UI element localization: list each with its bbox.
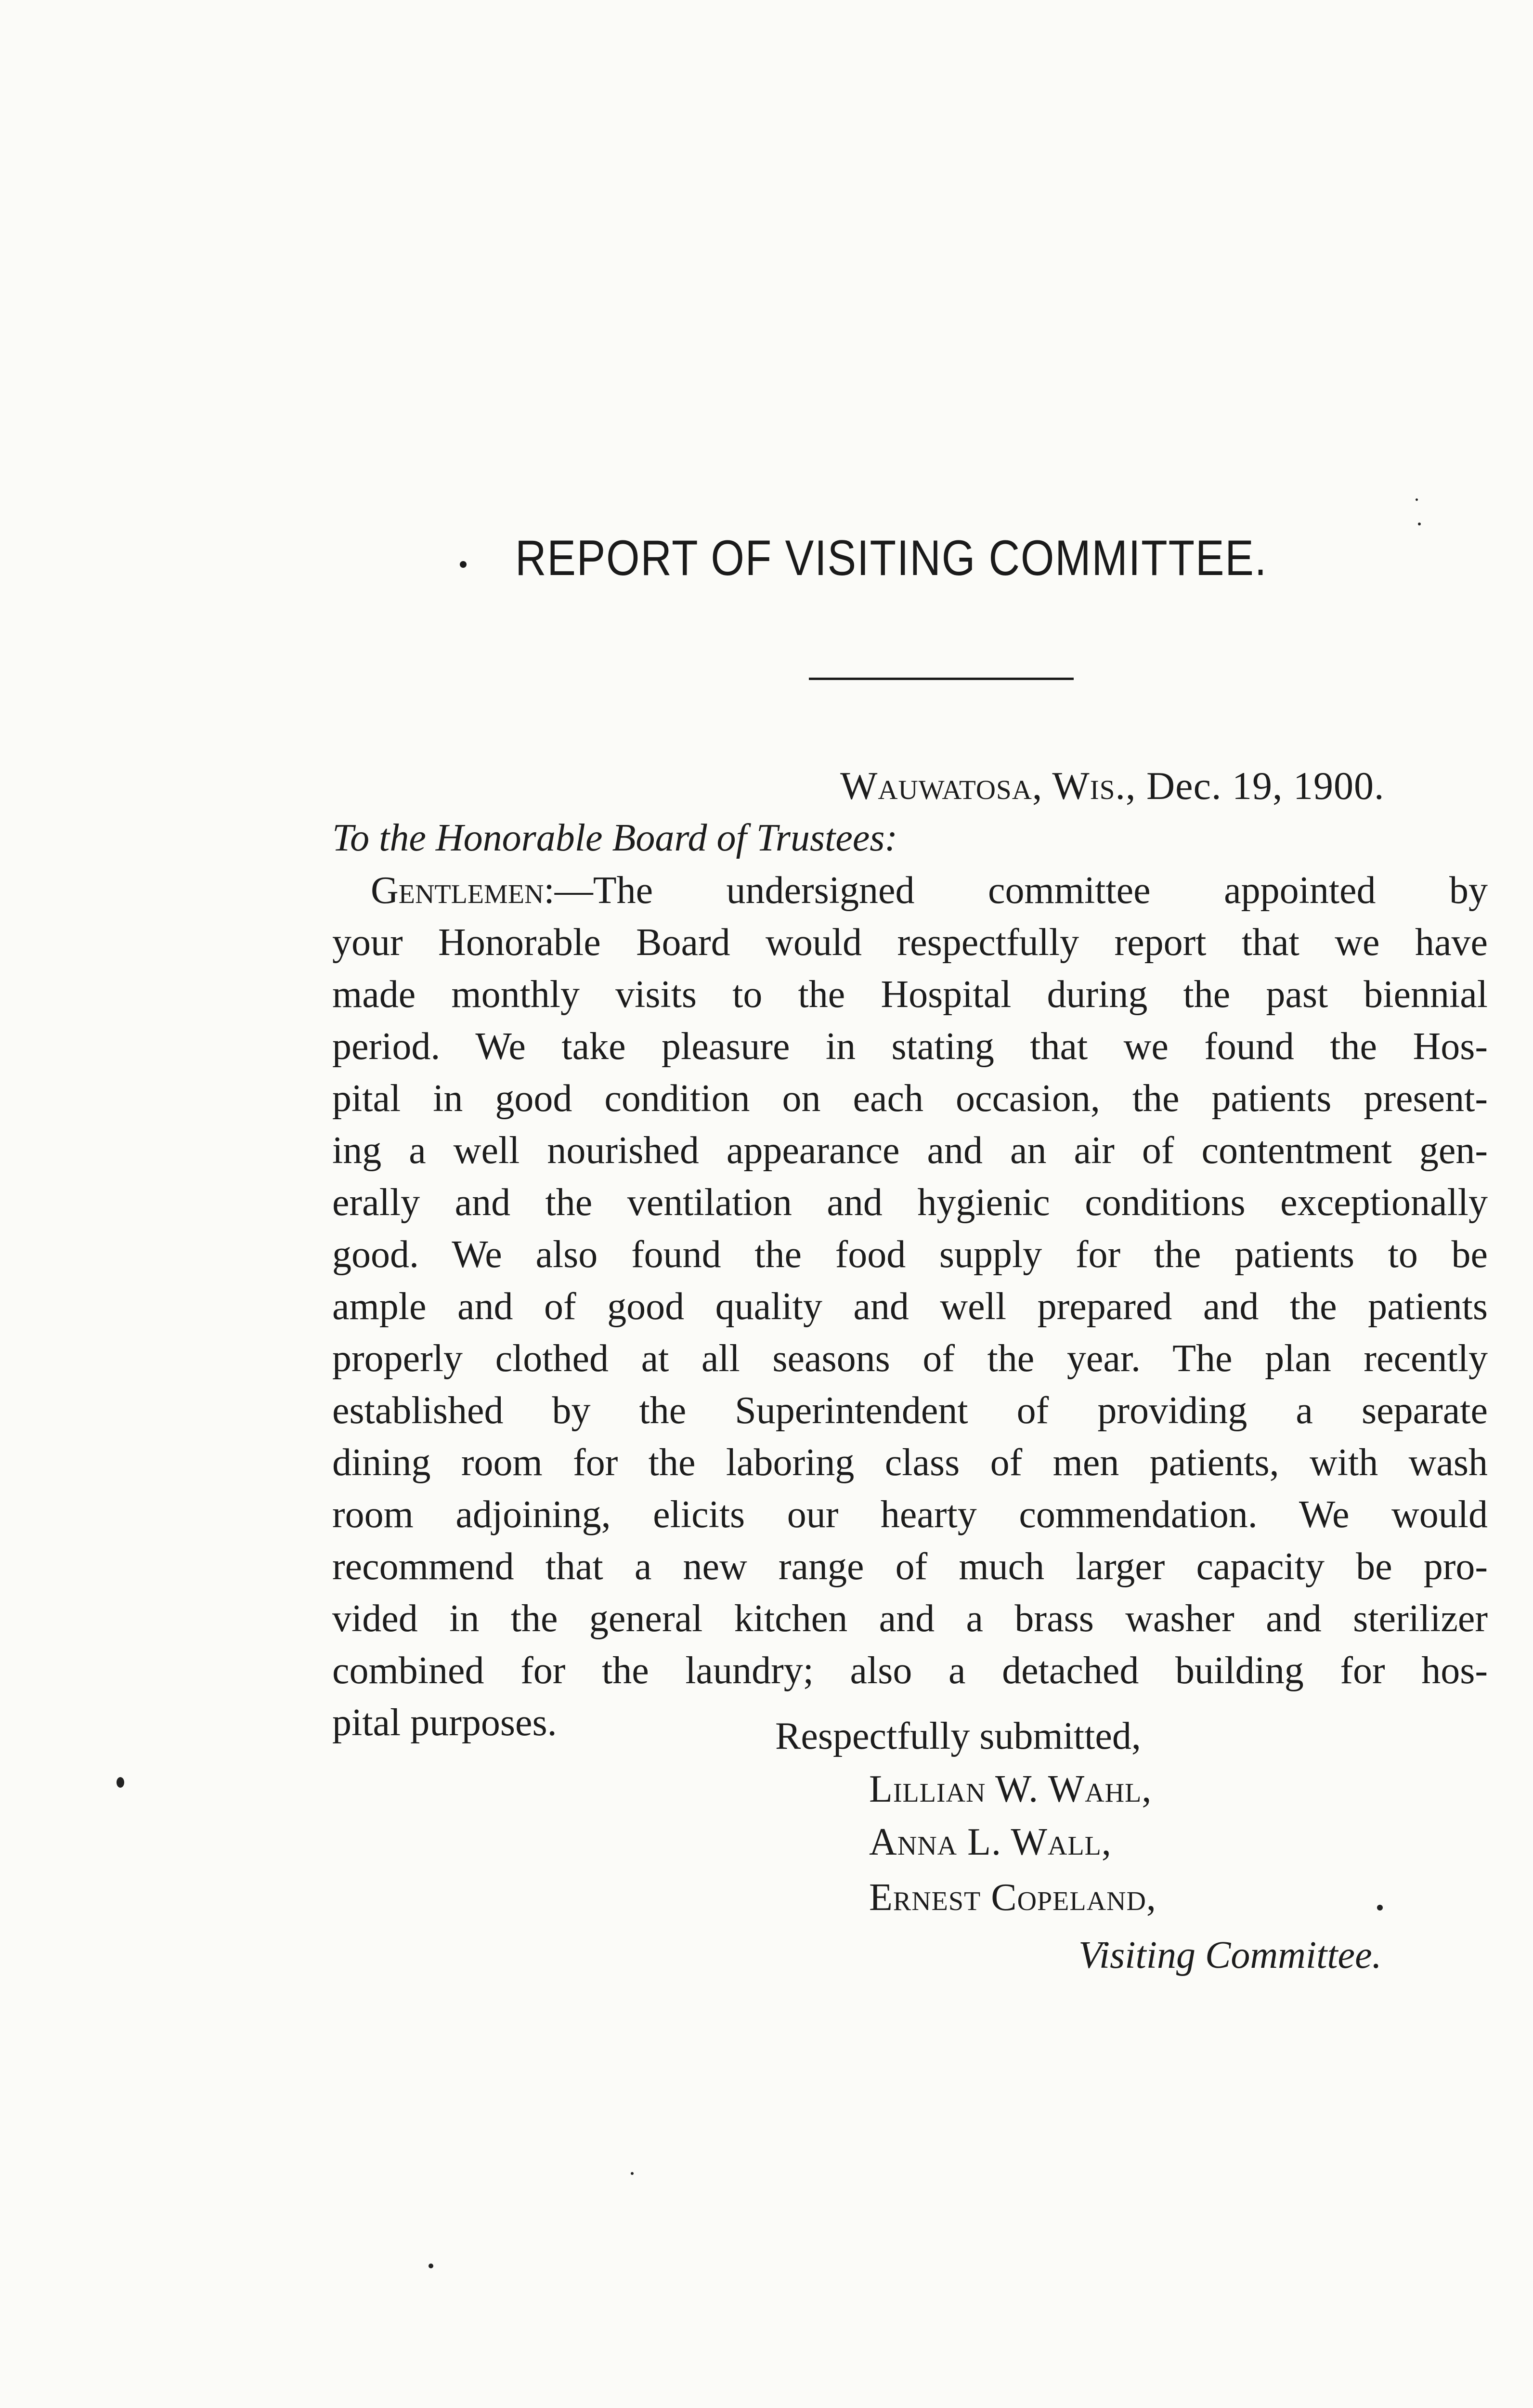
print-speck xyxy=(631,2172,634,2175)
body-line: pital purposes. xyxy=(332,1701,557,1744)
print-speck xyxy=(117,1777,124,1788)
dateline-date: Dec. 19, 1900. xyxy=(1146,764,1385,808)
body-line: good. We also found the food supply for the patients to be xyxy=(332,1233,1488,1276)
signer-name: Lillian W. Wahl, xyxy=(869,1768,1152,1810)
body-line: erally and the ventilation and hygienic conditions exceptionally xyxy=(332,1181,1488,1224)
report-body xyxy=(332,864,1488,1749)
title-bullet-mark xyxy=(460,561,467,568)
dateline-place: Wauwatosa, Wis., xyxy=(840,764,1136,808)
body-line: recommend that a new range of much larger capacity be pro- xyxy=(332,1545,1488,1588)
signer-name: Anna L. Wall, xyxy=(869,1821,1112,1863)
print-speck xyxy=(429,2264,433,2268)
print-speck xyxy=(1416,498,1418,501)
closing: Respectfully submitted, xyxy=(775,1715,1141,1757)
body-line: combined for the laundry; also a detached building for hos- xyxy=(332,1649,1488,1692)
print-speck xyxy=(1418,523,1421,525)
body-line: dining room for the laboring class of men patients, with wash xyxy=(332,1441,1488,1484)
body-line: ample and of good quality and well prepared and the patients xyxy=(332,1285,1488,1328)
body-line: vided in the general kitchen and a brass washer and sterilizer xyxy=(332,1597,1488,1640)
body-line: pital in good condition on each occasion, the patients present- xyxy=(332,1077,1488,1120)
body-line: ing a well nourished appearance and an air of contentment gen- xyxy=(332,1129,1488,1172)
body-line xyxy=(332,864,1488,916)
body-line: established by the Superintendent of providing a separate xyxy=(332,1389,1488,1432)
report-title: REPORT OF VISITING COMMITTEE. xyxy=(515,530,1268,586)
body-line-text: :—The undersigned committee appointed by xyxy=(544,869,1488,912)
print-speck xyxy=(1377,1905,1383,1911)
dateline xyxy=(840,763,1384,809)
body-line: made monthly visits to the Hospital during the past biennial xyxy=(332,973,1488,1016)
committee-label: Visiting Committee. xyxy=(1078,1934,1382,1976)
title-rule xyxy=(809,678,1074,680)
signer-name: Ernest Copeland, xyxy=(869,1876,1156,1919)
body-line: properly clothed at all seasons of the year. The plan recently xyxy=(332,1337,1488,1380)
body-line: period. We take pleasure in stating that we found the Hos- xyxy=(332,1025,1488,1068)
body-line: your Honorable Board would respectfully report that we have xyxy=(332,921,1488,964)
body-line: room adjoining, elicits our hearty commendation. We would xyxy=(332,1493,1488,1536)
greeting: Gentlemen xyxy=(371,869,544,912)
salutation: To the Honorable Board of Trustees: xyxy=(332,817,898,859)
